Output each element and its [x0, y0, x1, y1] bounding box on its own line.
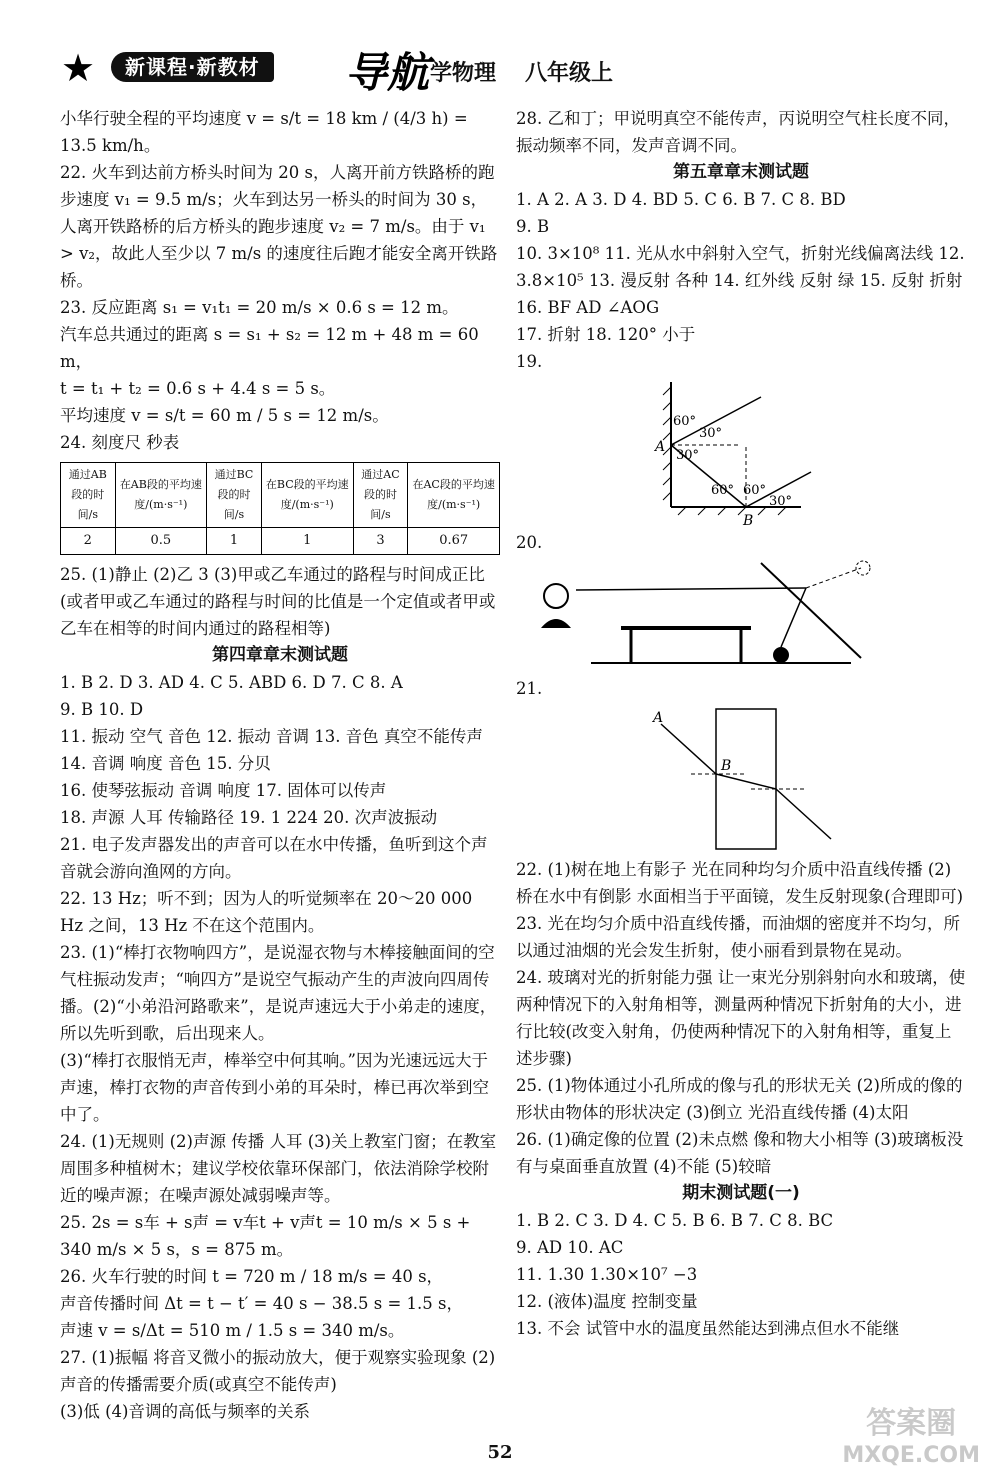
answer-ch4-p: (3)低 (4)音调的高低与频率的关系: [60, 1402, 310, 1421]
table-cell: 0.67: [408, 528, 500, 555]
answer-final-b: 9. AD 10. AC: [516, 1238, 624, 1257]
answer-ch4-g: 22. 13 Hz；听不到；因为人的听觉频率在 20～20 000 Hz 之间，13 Hz 不在这个范围内。: [60, 889, 473, 935]
answer-ch4-h: 23. (1)“棒打衣物响四方”，是说湿衣物与木棒接触面间的空气柱振动发声；“响四方”是说空气振动产生的声波向四周传播。(2)“小弟沿河路歌来”，是说声速远大于小弟走的速度，所以先听到歌，后出现来人。: [60, 943, 497, 1043]
answer-ch4-o: 27. (1)振幅 将音叉微小的振动放大，便于观察实验现象 (2)声音的传播需要介质(或真空不能传声): [60, 1348, 496, 1394]
table-header-cell: 在BC段的平均速度/(m·s⁻¹): [261, 463, 353, 528]
answer-ch4-k: 25. 2s = s车 + s声 = v车t + v声t = 10 m/s × 5 s + 340 m/s × 5 s，s = 875 m。: [60, 1213, 471, 1259]
table-row: [61, 528, 500, 555]
chapter-5-heading: 第五章章末测试题: [673, 162, 809, 182]
table-cell: 1: [207, 528, 262, 555]
angle-label: 60°: [743, 483, 767, 498]
angle-label: 60°: [711, 483, 735, 498]
page-header: [55, 38, 955, 100]
answer-final-a: 1. B 2. C 3. D 4. C 5. B 6. B 7. C 8. BC: [516, 1211, 834, 1230]
table-cell: 1: [261, 528, 353, 555]
answer-ch4-j: 24. (1)无规则 (2)声源 传播 人耳 (3)关上教室门窗；在教室周围多种植树木；建议学校依靠环保部门，依法消除学校附近的噪声源；在噪声源处减弱噪声等。: [60, 1132, 497, 1205]
table-cell: 3: [353, 528, 408, 555]
right-column: [516, 105, 966, 1342]
answer-ch4-e: 18. 声源 人耳 传输路径 19. 1 224 20. 次声波振动: [60, 808, 438, 827]
answer-ch4-a: 1. B 2. D 3. AD 4. C 5. ABD 6. D 7. C 8. A: [60, 673, 403, 692]
answer-ch5-h: 25. (1)物体通过小孔所成的像与孔的形状无关 (2)所成的像的形状由物体的形状决定 (3)倒立 光沿直线传播 (4)太阳: [516, 1076, 963, 1122]
angle-label: 60°: [673, 414, 697, 429]
point-label: A: [653, 710, 664, 726]
answer-ch5-b: 9. B: [516, 217, 550, 236]
answer-20-label: 20.: [516, 533, 543, 552]
answer-19-label: 19.: [516, 352, 543, 371]
table-header-cell: 通过AB段的时间/s: [61, 463, 116, 528]
answer-ch4-i: (3)“棒打衣服悄无声，棒举空中何其响。”因为光速远远大于声速，棒打衣物的声音传到小弟的耳朵时，棒已再次举到空中了。: [60, 1051, 489, 1124]
table-cell: 0.5: [115, 528, 207, 555]
page-number: 52: [487, 1442, 513, 1463]
answer-ch5-f: 23. 光在均匀介质中沿直线传播，而油烟的密度并不均匀，所以通过油烟的光会发生折射，使小丽看到景物在晃动。: [516, 914, 960, 960]
watermark-url: MXQE.COM: [842, 1443, 980, 1468]
person-icon: [541, 584, 571, 628]
series-banner: 新课程·新教材: [111, 52, 274, 82]
answer-final-e: 13. 不会 试管中水的温度虽然能达到沸点但水不能继: [516, 1319, 900, 1338]
left-column: [60, 105, 500, 1425]
point-label: A: [655, 439, 666, 455]
answer-line: 小华行驶全程的平均速度 v = s/t = 18 km / (4/3 h) = 13.5 km/h。: [60, 109, 468, 155]
watermark: [842, 1408, 980, 1472]
answer-23c: t = t₁ + t₂ = 0.6 s + 4.4 s = 5 s。: [60, 379, 336, 398]
final-test-heading: 期末测试题(一): [682, 1183, 800, 1203]
star-icon: ★: [61, 46, 96, 90]
answer-ch4-d: 16. 使琴弦振动 音调 响度 17. 固体可以传声: [60, 781, 387, 800]
refraction-diagram-21: [631, 704, 851, 854]
answer-23a: 23. 反应距离 s₁ = v₁t₁ = 20 m/s × 0.6 s = 12 m。: [60, 298, 459, 317]
answer-ch5-a: 1. A 2. A 3. D 4. BD 5. C 6. B 7. C 8. BD: [516, 190, 846, 209]
point-label: B: [743, 513, 754, 527]
answer-22: 22. 火车到达前方桥头时间为 20 s，人离开前方铁路桥的跑步速度 v₁ = 9.5 m/s；火车到达另一桥头的时间为 30 s，人离开铁路桥的后方桥头的跑步速度 v₂ = 7 m/s。由于 v₁ > v₂，故此人至少以 7 m/s 的速度往后跑才能安全离开铁路桥。: [60, 163, 498, 290]
answer-28: 28. 乙和丁；甲说明真空不能传声，丙说明空气柱长度不同，振动频率不同，发声音调不同。: [516, 109, 960, 155]
table-header-cell: 通过AC段的时间/s: [353, 463, 408, 528]
chapter-4-heading: 第四章章末测试题: [212, 645, 348, 665]
answer-ch4-f: 21. 电子发声器发出的声音可以在水中传播，鱼听到这个声音就会游向渔网的方向。: [60, 835, 488, 881]
table-header-cell: 通过BC段的时间/s: [207, 463, 262, 528]
answer-23d: 平均速度 v = s/t = 60 m / 5 s = 12 m/s。: [60, 406, 389, 425]
answer-24: 24. 刻度尺 秒表: [60, 433, 180, 452]
table-header-cell: 在AB段的平均速度/(m·s⁻¹): [115, 463, 207, 528]
point-label: B: [721, 758, 732, 774]
angle-label: 30°: [699, 426, 723, 441]
speed-table: [60, 462, 500, 555]
grade-label: 八年级上: [525, 61, 614, 86]
answer-ch5-e: 22. (1)树在地上有影子 光在同种均匀介质中沿直线传播 (2)桥在水中有倒影 水面相当于平面镜，发生反射现象(合理即可): [516, 860, 964, 906]
mirror-diagram-20: [531, 558, 951, 673]
logo: 导航: [345, 48, 430, 97]
answer-ch5-i: 26. (1)确定像的位置 (2)未点燃 像和物大小相等 (3)玻璃板没有与桌面垂直放置 (4)不能 (5)较暗: [516, 1130, 964, 1176]
table-header-row: [61, 463, 500, 528]
answer-23b: 汽车总共通过的距离 s = s₁ + s₂ = 12 m + 48 m = 60 m，: [60, 325, 479, 371]
angle-label: 30°: [676, 448, 700, 463]
subject-label: 学物理: [430, 61, 497, 86]
ball-icon: [773, 647, 789, 663]
angle-label: 30°: [769, 494, 793, 509]
answer-ch5-c: 10. 3×10⁸ 11. 光从水中斜射入空气，折射光线偏离法线 12. 3.8×10⁵ 13. 漫反射 各种 14. 红外线 反射 绿 15. 反射 折射 16. BF AD ∠AOG: [516, 244, 965, 317]
answer-ch4-m: 声音传播时间 Δt = t − t′ = 40 s − 38.5 s = 1.5 s，: [60, 1294, 463, 1313]
table-header-cell: 在AC段的平均速度/(m·s⁻¹): [408, 463, 500, 528]
answer-ch4-l: 26. 火车行驶的时间 t = 720 m / 18 m/s = 40 s，: [60, 1267, 444, 1286]
answer-ch4-c: 11. 振动 空气 音色 12. 振动 音调 13. 音色 真空不能传声 14. 音调 响度 音色 15. 分贝: [60, 727, 483, 773]
answer-final-c: 11. 1.30 1.30×10⁷ −3: [516, 1265, 698, 1284]
answer-25: 25. (1)静止 (2)乙 3 (3)甲或乙车通过的路程与时间成正比(或者甲或乙车通过的路程与时间的比值是一个定值或者甲或乙车在相等的时间内通过的路程相等): [60, 565, 496, 638]
answer-ch5-g: 24. 玻璃对光的折射能力强 让一束光分别斜射向水和玻璃，使两种情况下的入射角相等，测量两种情况下折射角的大小，进行比较(改变入射角，仍使两种情况下的入射角相等，重复上述步骤): [516, 968, 966, 1068]
watermark-text: 答案圈: [866, 1406, 957, 1441]
answer-ch5-d: 17. 折射 18. 120° 小于: [516, 325, 696, 344]
answer-21-label: 21.: [516, 679, 543, 698]
answer-ch4-b: 9. B 10. D: [60, 700, 144, 719]
answer-final-d: 12. (液体)温度 控制变量: [516, 1292, 698, 1311]
answer-ch4-n: 声速 v = s/Δt = 510 m / 1.5 s = 340 m/s。: [60, 1321, 405, 1340]
table-cell: 2: [61, 528, 116, 555]
mirror-diagram-19: [651, 377, 831, 527]
